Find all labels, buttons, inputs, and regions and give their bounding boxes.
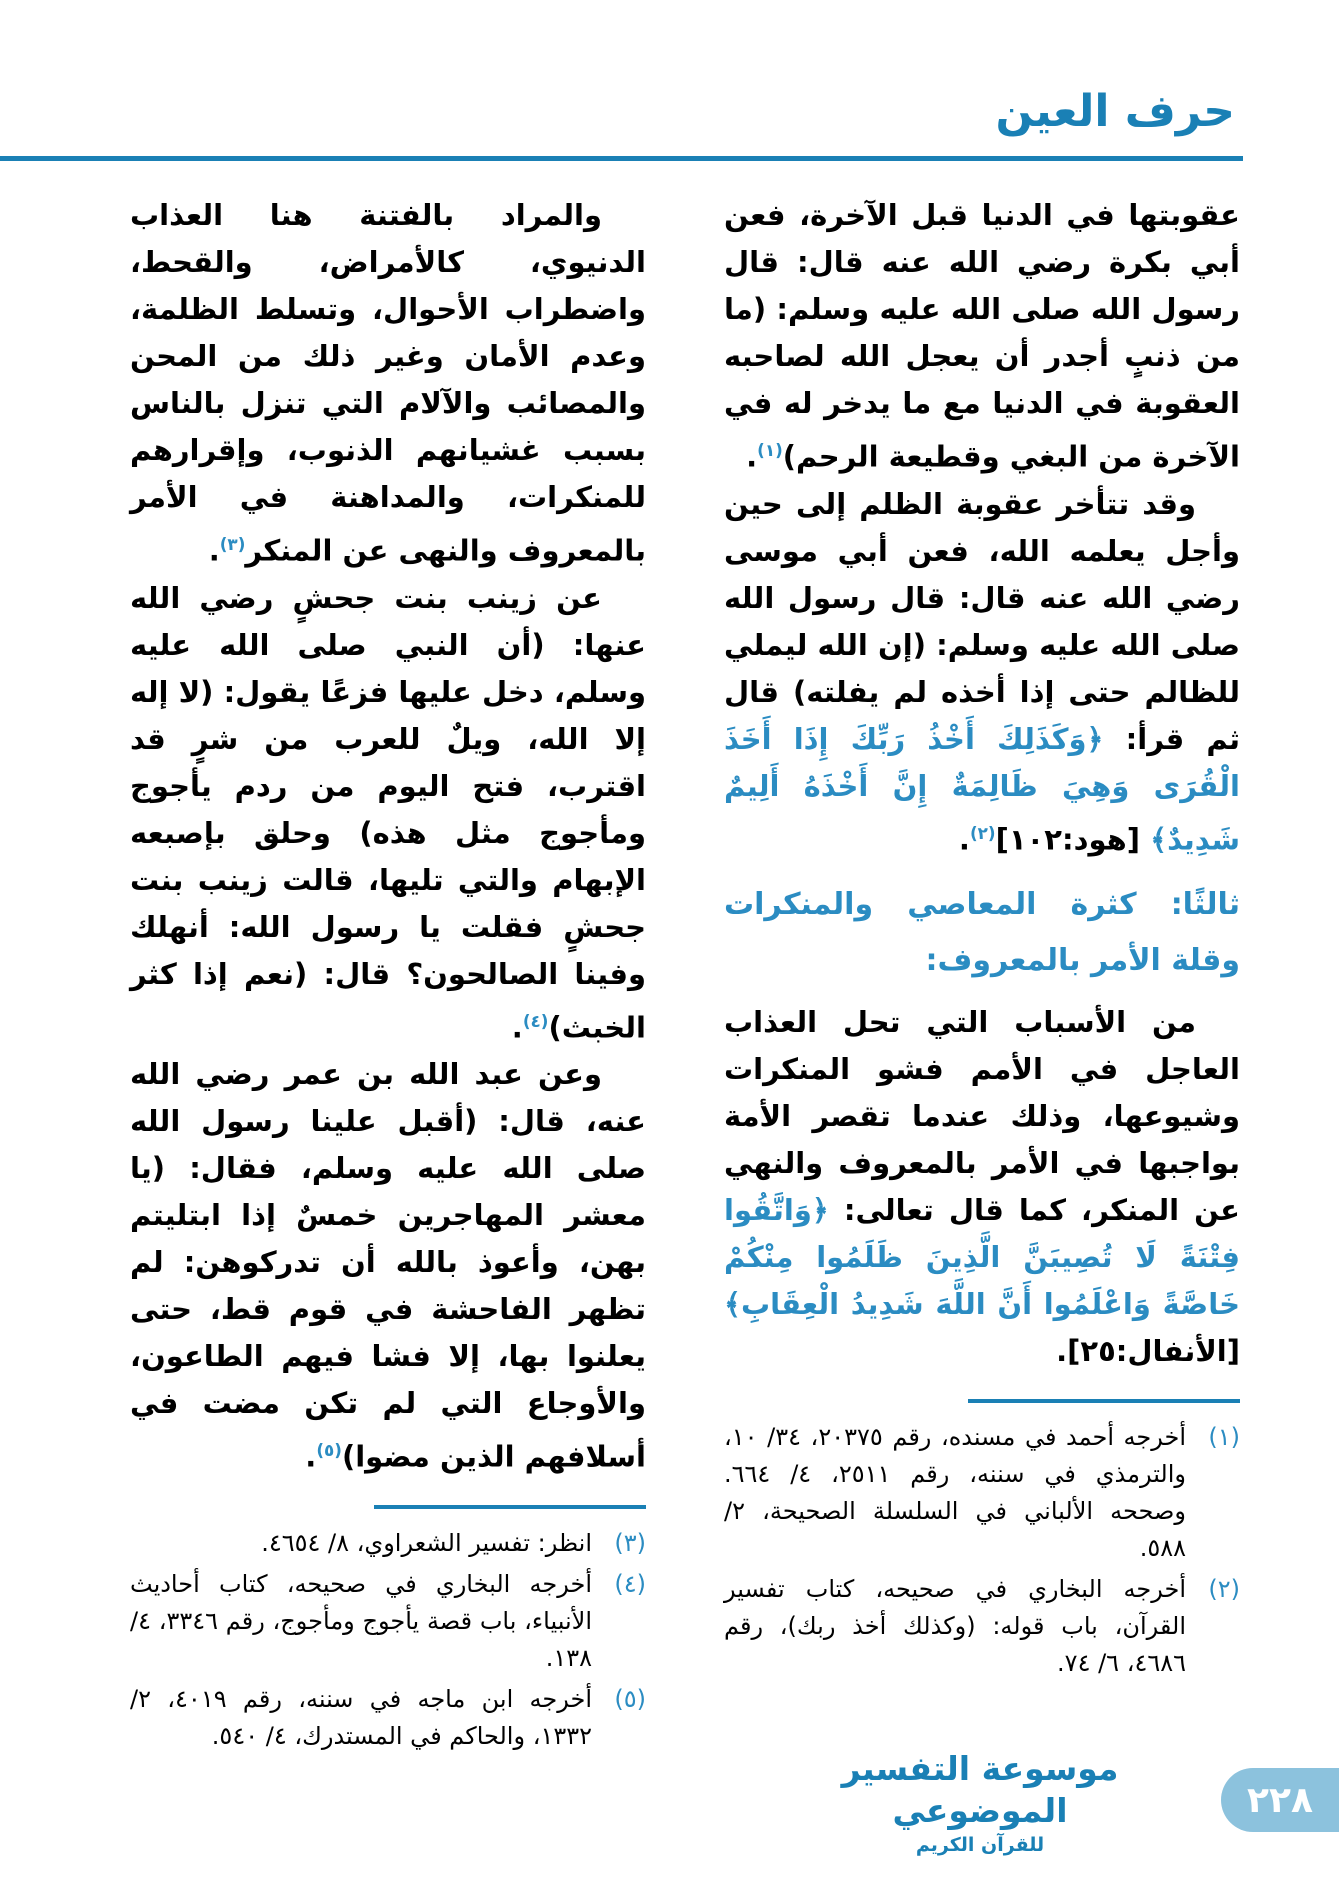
footnote-2-text: أخرجه البخاري في صحيحه، كتاب تفسير القرآن، باب قوله: (وكذلك أخذ ربك)، رقم ٤٦٨٦، ٦/ ٧٤. — [724, 1575, 1186, 1678]
footnote-5-marker: (٥) — [614, 1684, 646, 1713]
header-rule — [0, 156, 1243, 161]
right-column — [724, 192, 1240, 1686]
footnote-4-marker: (٤) — [614, 1569, 646, 1598]
page-number: ٢٢٨ — [1247, 1779, 1313, 1821]
section-title: حرف العين — [995, 86, 1235, 137]
page-number-badge — [1221, 1768, 1339, 1832]
left-paragraph-3: وعن عبد الله بن عمر رضي الله عنه، قال: (أقبل علينا رسول الله صلى الله عليه وسلم، فقال: (يا معشر المهاجرين خمسٌ إذا ابتليتم بهن، وأعوذ بالله أن تدركوهن: لم تظهر الفاحشة في قوم قط، حتى يعلنوا بها، إلا فشا فيهم الطاعون، والأوجاع التي لم تكن مضت في أسلافهم الذين مضوا)$^{(٥)}$. — [130, 1057, 646, 1474]
footnote-4 — [130, 1566, 646, 1677]
right-paragraph-2: وقد تتأخر عقوبة الظلم إلى حين وأجل يعلمه الله، فعن أبي موسى رضي الله عنه قال: قال رسول الله صلى الله عليه وسلم: (إن الله ليملي للظالم حتى إذا أخذه لم يفلته) قال ثم قرأ: ﴿وَكَذَلِكَ أَخْذُ رَبِّكَ إِذَا أَخَذَ الْقُرَى وَهِيَ ظَالِمَةٌ إِنَّ أَخْذَهُ أَلِيمٌ شَدِيدٌ﴾ [هود:١٠٢]$^{(٢)}$. — [724, 486, 1241, 857]
left-paragraph-1: والمراد بالفتنة هنا العذاب الدنيوي، كالأمراض، والقحط، واضطراب الأحوال، وتسلط الظلمة، وعدم الأمان وغير ذلك من المحن والمصائب والآلام التي تنزل بالناس بسبب غشيانهم الذنوب، وإقرارهم للمنكرات، والمداهنة في الأمر بالمعروف والنهى عن المنكر$^{(٣)}$. — [130, 198, 646, 568]
footnote-1-marker: (١) — [1208, 1423, 1240, 1452]
footnote-separator-left — [374, 1505, 646, 1509]
right-paragraph-1: عقوبتها في الدنيا قبل الآخرة، فعن أبي بكرة رضي الله عنه قال: قال رسول الله صلى الله عليه وسلم: (ما من ذنبٍ أجدر أن يعجل الله لصاحبه العقوبة في الدنيا مع ما يدخر له في الآخرة من البغي وقطيعة الرحم)$^{(١)}$. — [724, 198, 1240, 474]
footnote-2-marker: (٢) — [1208, 1575, 1240, 1604]
right-paragraph-3: من الأسباب التي تحل العذاب العاجل في الأمم فشو المنكرات وشيوعها، وذلك عندما تقصر الأمة بواجبها في الأمر بالمعروف والنهي عن المنكر، كما قال تعالى: ﴿وَاتَّقُوا فِتْنَةً لَا تُصِيبَنَّ الَّذِينَ ظَلَمُوا مِنْكُمْ خَاصَّةً وَاعْلَمُوا أَنَّ اللَّهَ شَدِيدُ الْعِقَابِ﴾ [الأنفال:٢٥]. — [724, 1005, 1240, 1369]
publisher-logo — [820, 1748, 1140, 1858]
left-paragraph-2: عن زينب بنت جحشٍ رضي الله عنها: (أن النبي صلى الله عليه وسلم، دخل عليها فزعًا يقول: (لا إله إلا الله، ويلٌ للعرب من شرٍ قد اقترب، فتح اليوم من ردم يأجوج ومأجوج مثل هذه) وحلق بإصبعه الإبهام والتي تليها، قالت زينب بنت جحشٍ فقلت يا رسول الله: أنهلك وفينا الصالحون؟ قال: (نعم إذا كثر الخبث)$^{(٤)}$. — [130, 580, 646, 1045]
footnote-5 — [130, 1681, 646, 1755]
footnote-1-text: أخرجه أحمد في مسنده، رقم ٢٠٣٧٥، ٣٤/ ١٠، والترمذي في سننه، رقم ٢٥١١، ٤/ ٦٦٤. وصححه الألباني في السلسلة الصحيحة، ٢/ ٥٨٨. — [724, 1423, 1187, 1563]
left-column — [130, 192, 646, 1759]
footnote-separator-right — [968, 1399, 1240, 1403]
publisher-logo-title: موسوعة التفسير الموضوعي — [841, 1749, 1119, 1830]
footnote-3-marker: (٣) — [614, 1528, 646, 1557]
publisher-logo-subtitle: للقرآن الكريم — [915, 1834, 1045, 1856]
footnote-5-text: أخرجه ابن ماجه في سننه، رقم ٤٠١٩، ٢/ ١٣٣٢، والحاكم في المستدرك، ٤/ ٥٤٠. — [130, 1684, 593, 1750]
footnote-3-text: انظر: تفسير الشعراوي، ٨/ ٤٦٥٤. — [261, 1528, 592, 1557]
footnote-1 — [724, 1419, 1240, 1567]
footnote-2 — [724, 1571, 1240, 1682]
footnote-4-text: أخرجه البخاري في صحيحه، كتاب أحاديث الأنبياء، باب قصة يأجوج ومأجوج، رقم ٣٣٤٦، ٤/ ١٣٨. — [130, 1569, 593, 1672]
subsection-heading: ثالثًا: كثرة المعاصي والمنكرات وقلة الأمر بالمعروف: — [724, 887, 1240, 979]
text-columns — [130, 192, 1240, 1759]
footnote-3 — [130, 1525, 646, 1562]
